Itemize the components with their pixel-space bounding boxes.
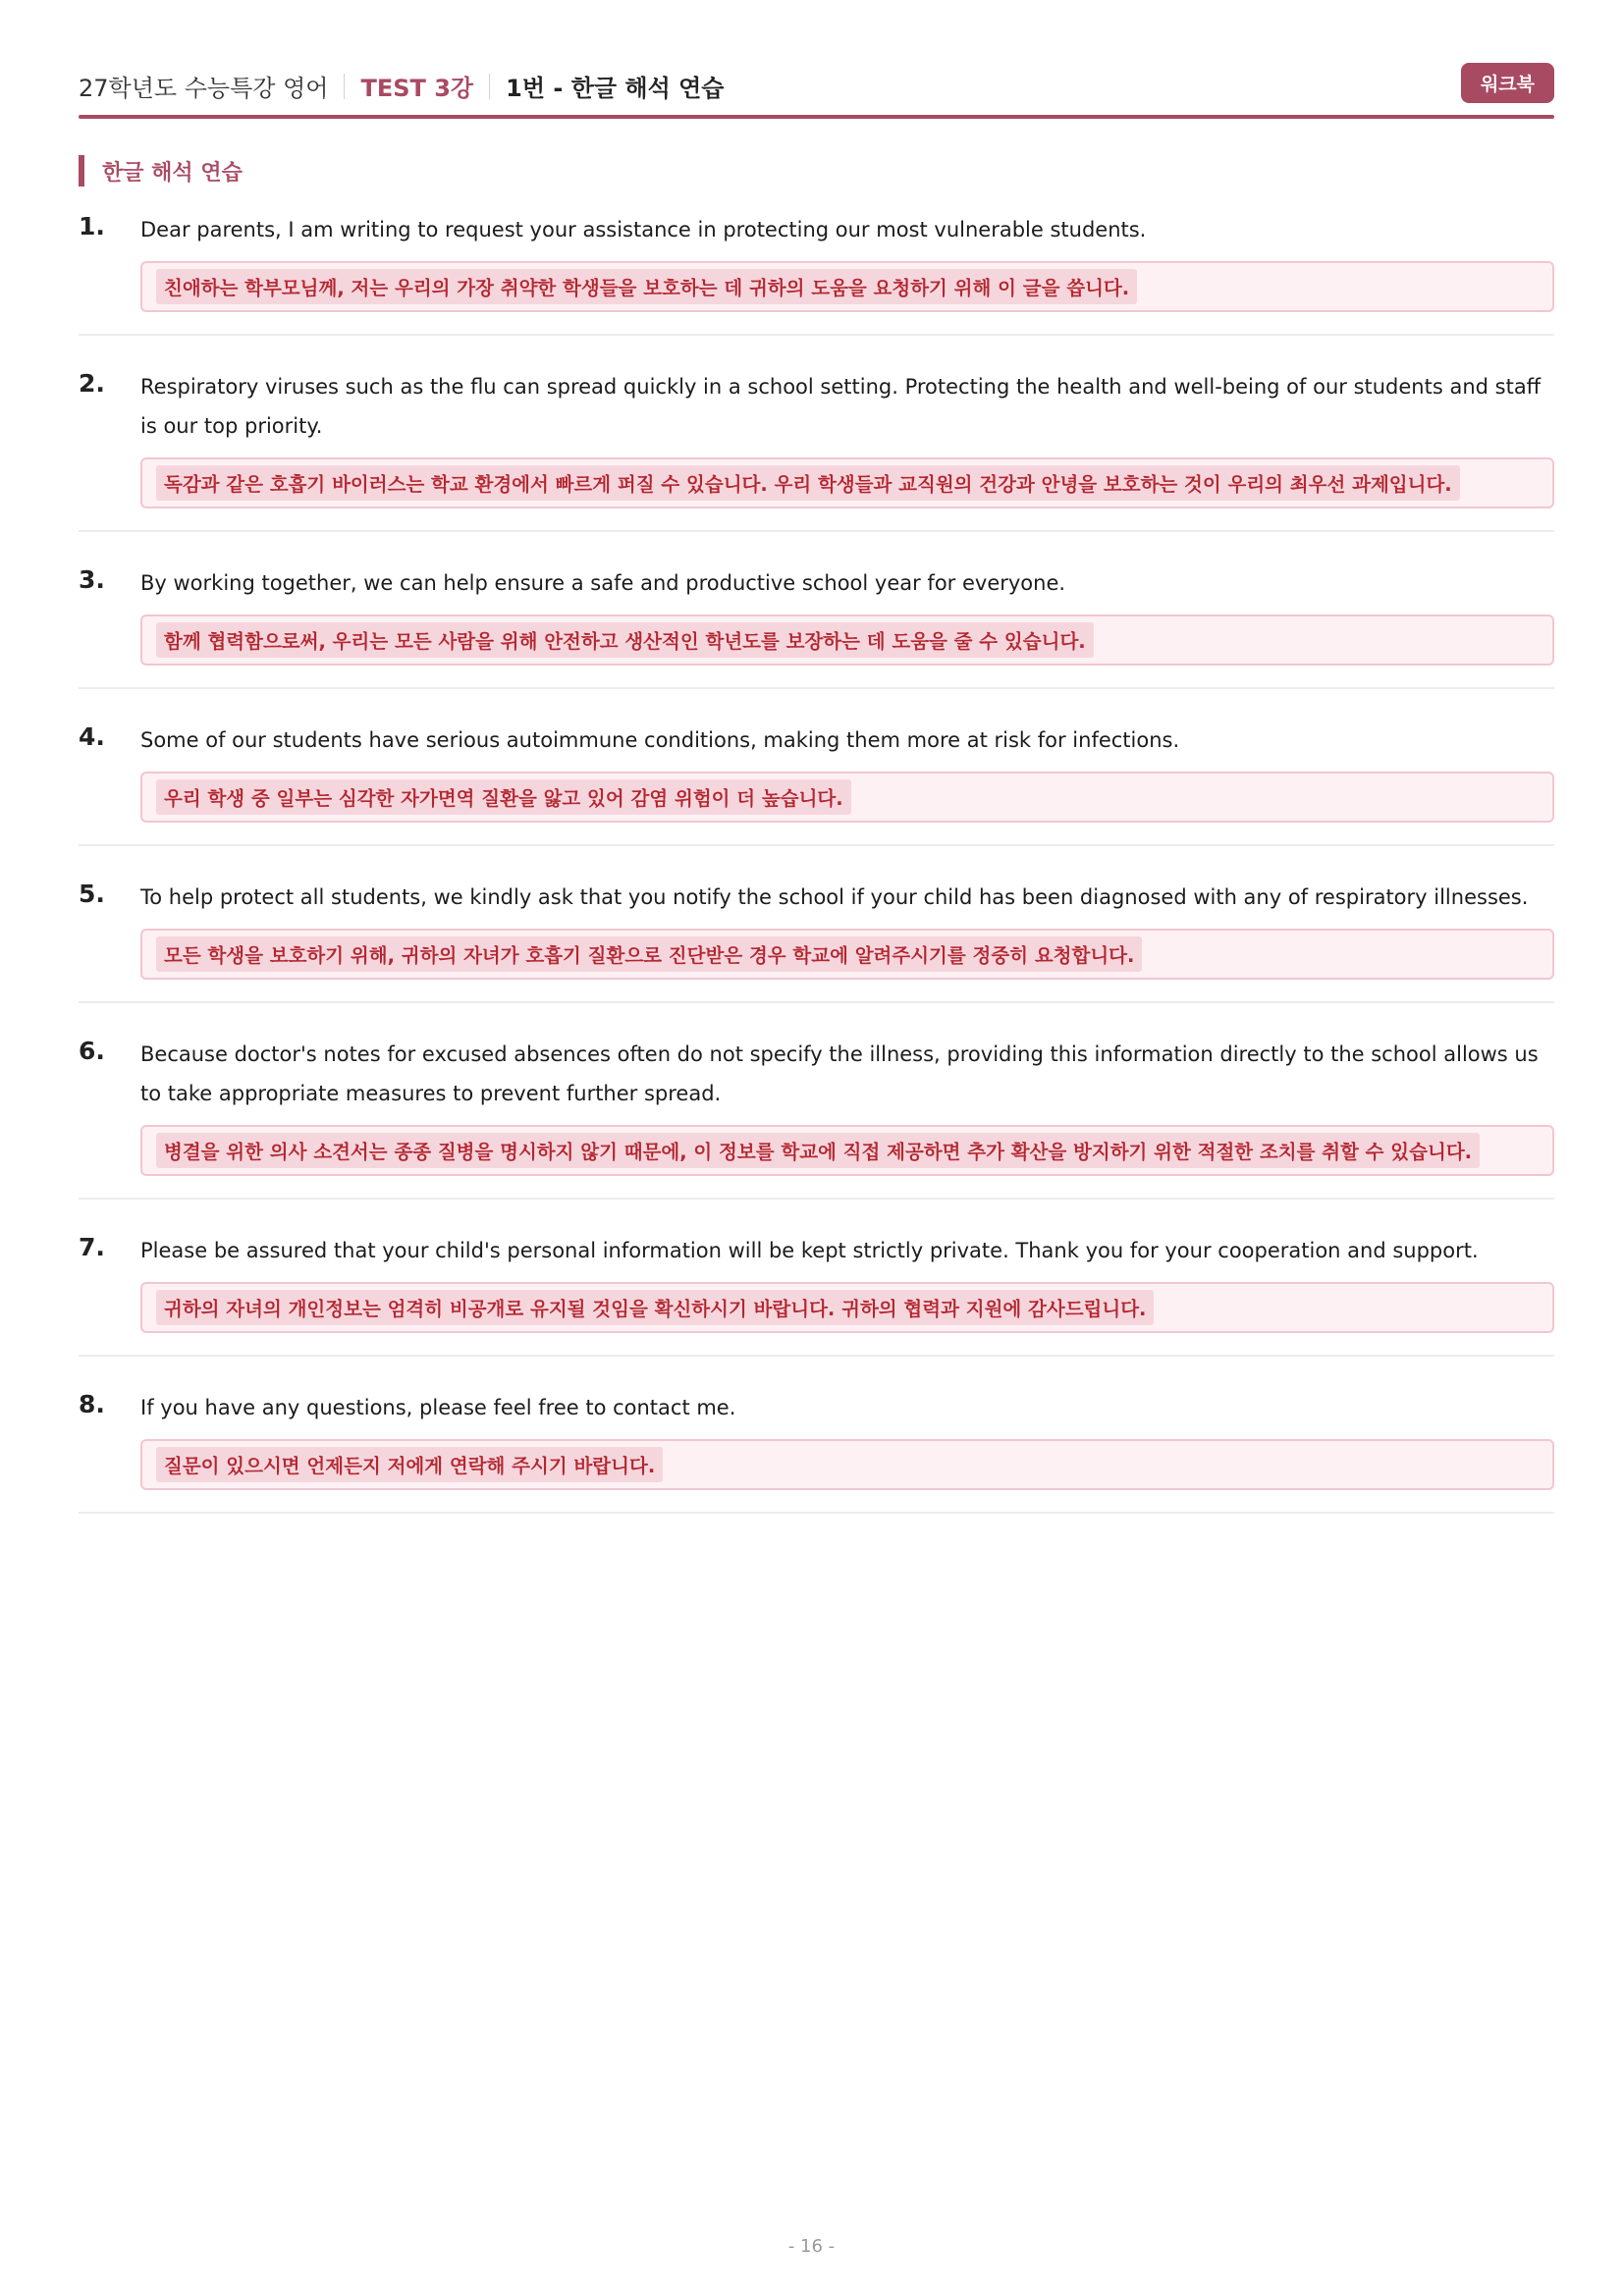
item-number: 1. bbox=[79, 212, 105, 240]
item-number: 6. bbox=[79, 1037, 105, 1065]
translation-box bbox=[140, 614, 1554, 666]
item-number: 2. bbox=[79, 369, 105, 398]
english-sentence: Respiratory viruses such as the flu can spread quickly in a school setting. Protecting the health and well-being of our students and staff is our top priority. bbox=[140, 375, 1542, 438]
item-number: 5. bbox=[79, 880, 105, 908]
item-number: 7. bbox=[79, 1233, 105, 1261]
header-breadcrumb bbox=[79, 69, 725, 103]
translation-box bbox=[140, 1439, 1554, 1490]
translation-box bbox=[140, 457, 1554, 508]
translation-box bbox=[140, 772, 1554, 823]
translation-box bbox=[140, 929, 1554, 980]
translation-box bbox=[140, 1282, 1554, 1333]
item-number: 4. bbox=[79, 722, 105, 751]
english-sentence: To help protect all students, we kindly ask that you notify the school if your child has been diagnosed with any of respiratory illnesses. bbox=[140, 885, 1529, 909]
item-number: 8. bbox=[79, 1390, 105, 1418]
korean-translation: 귀하의 자녀의 개인정보는 엄격히 비공개로 유지될 것임을 확신하시기 바랍니다. 귀하의 협력과 지원에 감사드립니다. bbox=[156, 1290, 1154, 1325]
exercise-item bbox=[79, 1029, 1554, 1200]
korean-translation: 모든 학생을 보호하기 위해, 귀하의 자녀가 호흡기 질환으로 진단받은 경우 학교에 알려주시기를 정중히 요청합니다. bbox=[156, 936, 1142, 972]
header-rule bbox=[79, 115, 1554, 119]
section-heading bbox=[79, 155, 243, 187]
korean-translation: 독감과 같은 호흡기 바이러스는 학교 환경에서 빠르게 퍼질 수 있습니다. 우리 학생들과 교직원의 건강과 안녕을 보호하는 것이 우리의 최우선 과제입니다. bbox=[156, 465, 1460, 501]
page-title: 1번 - 한글 해석 연습 bbox=[506, 75, 725, 102]
english-sentence: Because doctor's notes for excused absences often do not specify the illness, providing this information directly to the school allows us to take appropriate measures to prevent further spread. bbox=[140, 1042, 1539, 1105]
korean-translation: 함께 협력함으로써, 우리는 모든 사람을 위해 안전하고 생산적인 학년도를 보장하는 데 도움을 줄 수 있습니다. bbox=[156, 622, 1094, 658]
section-title: 한글 해석 연습 bbox=[102, 160, 243, 186]
exercise-item bbox=[79, 1225, 1554, 1357]
exercise-item bbox=[79, 558, 1554, 689]
english-sentence: By working together, we can help ensure a safe and productive school year for everyone. bbox=[140, 571, 1066, 595]
english-sentence: If you have any questions, please feel free to contact me. bbox=[140, 1396, 736, 1419]
exercise-item bbox=[79, 361, 1554, 532]
exercise-item bbox=[79, 204, 1554, 336]
header-divider bbox=[344, 74, 345, 99]
exercise-item bbox=[79, 715, 1554, 846]
english-sentence: Dear parents, I am writing to request your assistance in protecting our most vulnerable students. bbox=[140, 218, 1147, 241]
test-label: TEST 3강 bbox=[360, 75, 474, 102]
page-number: - 16 - bbox=[787, 2236, 836, 2257]
exercise-item bbox=[79, 1382, 1554, 1514]
item-number: 3. bbox=[79, 565, 105, 594]
korean-translation: 병결을 위한 의사 소견서는 종종 질병을 명시하지 않기 때문에, 이 정보를 학교에 직접 제공하면 추가 확산을 방지하기 위한 적절한 조치를 취할 수 있습니다. bbox=[156, 1133, 1480, 1168]
workbook-badge: 워크북 bbox=[1461, 63, 1554, 103]
english-sentence: Some of our students have serious autoimmune conditions, making them more at risk for infections. bbox=[140, 728, 1180, 752]
korean-translation: 질문이 있으시면 언제든지 저에게 연락해 주시기 바랍니다. bbox=[156, 1447, 663, 1482]
exercise-item bbox=[79, 872, 1554, 1003]
page-header bbox=[79, 61, 1554, 110]
translation-box bbox=[140, 1125, 1554, 1176]
exercise-list bbox=[79, 204, 1554, 1539]
korean-translation: 친애하는 학부모님께, 저는 우리의 가장 취약한 학생들을 보호하는 데 귀하의 도움을 요청하기 위해 이 글을 씁니다. bbox=[156, 269, 1137, 304]
korean-translation: 우리 학생 중 일부는 심각한 자가면역 질환을 앓고 있어 감염 위험이 더 높습니다. bbox=[156, 779, 851, 815]
translation-box bbox=[140, 261, 1554, 312]
header-divider bbox=[489, 74, 490, 99]
english-sentence: Please be assured that your child's personal information will be kept strictly private. Thank you for your cooperation and support. bbox=[140, 1239, 1479, 1262]
course-name: 27학년도 수능특강 영어 bbox=[79, 75, 329, 102]
